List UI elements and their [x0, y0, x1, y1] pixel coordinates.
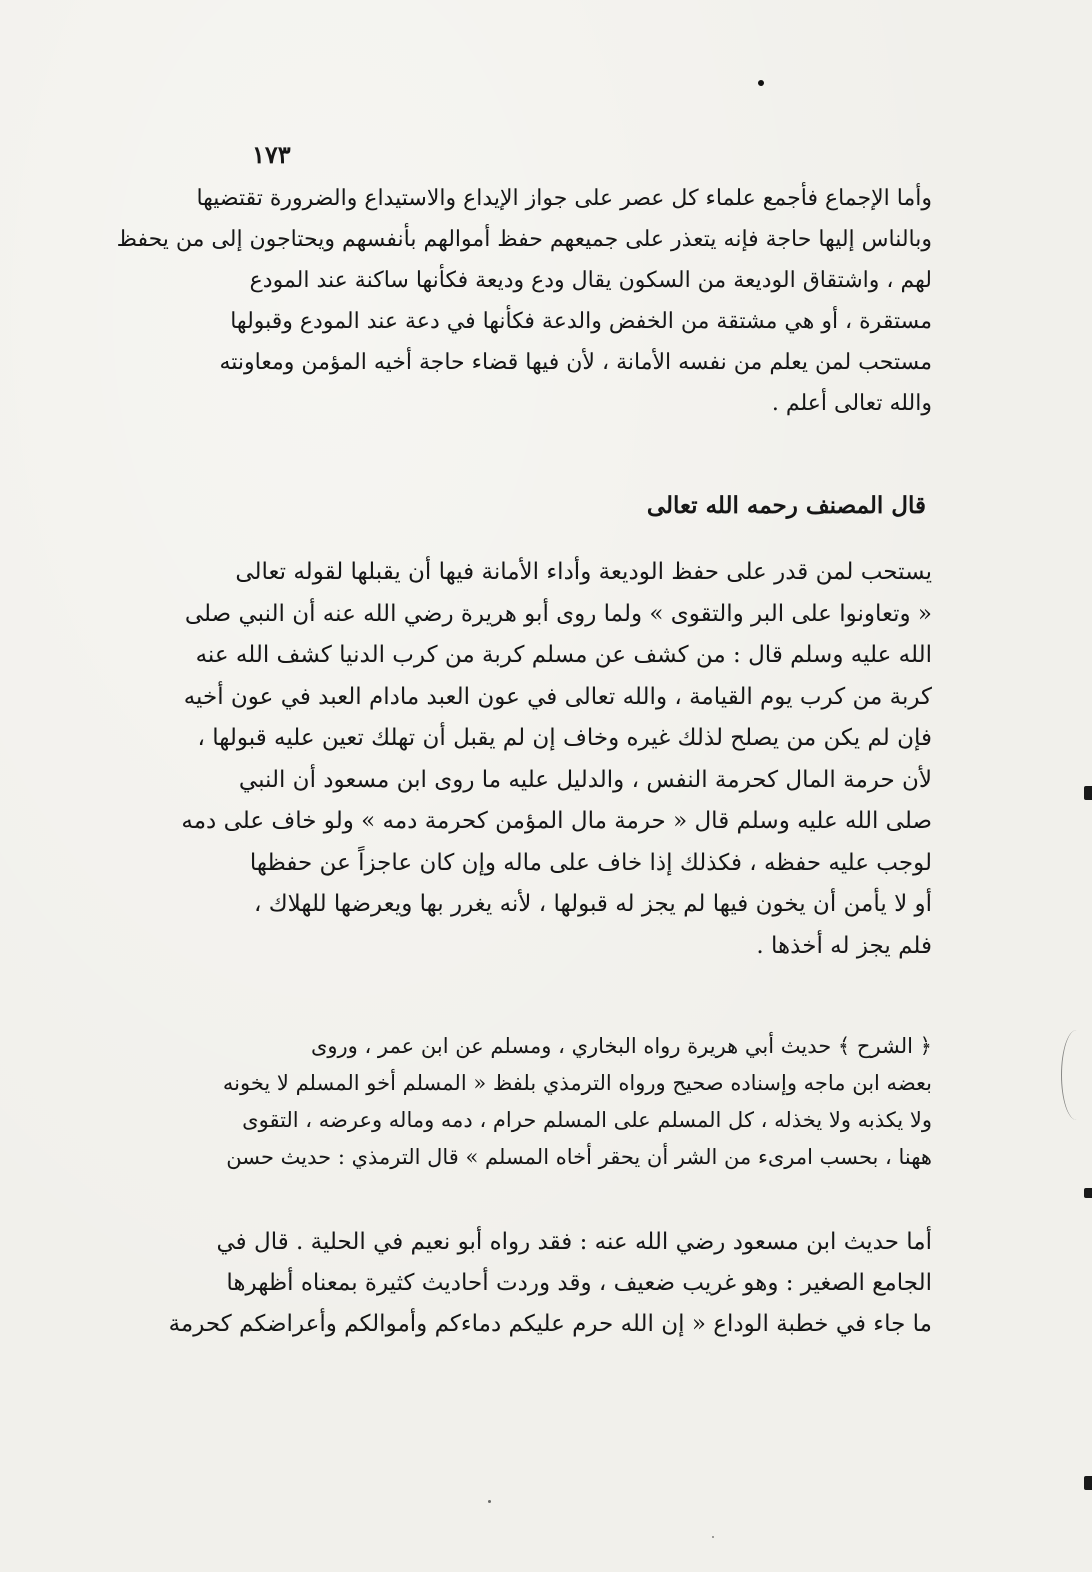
- text-line: ههنا ، بحسب امرىء من الشر أن يحقر أخاه المسلم » قال الترمذي : حديث حسن: [226, 1145, 932, 1169]
- text-line: يستحب لمن قدر على حفظ الوديعة وأداء الأمانة فيها أن يقبلها لقوله تعالى: [235, 559, 932, 585]
- text-line: مستحب لمن يعلم من نفسه الأمانة ، لأن فيها قضاء حاجة أخيه المؤمن ومعاونته: [219, 350, 932, 375]
- text-line: الجامع الصغير : وهو غريب ضعيف ، وقد وردت أحاديث كثيرة بمعناه أظهرها: [226, 1270, 932, 1296]
- paragraph-intro: [116, 178, 932, 424]
- paragraph-commentary: [210, 1028, 932, 1176]
- text-line: أو لا يأمن أن يخون فيها لم يجز له قبولها ، لأنه يغرر بها ويعرضها للهلاك ،: [253, 891, 932, 917]
- page-number: ١٧٣: [252, 140, 291, 169]
- edge-mark: [1084, 1188, 1092, 1198]
- paragraph-hadith-discussion: [168, 1222, 932, 1345]
- section-heading: قال المصنف رحمه الله تعالى: [646, 492, 926, 519]
- text-line: لأن حرمة المال كحرمة النفس ، والدليل عليه ما روى ابن مسعود أن النبي: [238, 766, 932, 793]
- ink-speck: [488, 1500, 491, 1503]
- paragraph-author-text: [181, 552, 932, 967]
- text-line: الله عليه وسلم قال : من كشف عن مسلم كربة من كرب الدنيا كشف الله عنه: [195, 642, 932, 668]
- text-line: كربة من كرب يوم القيامة ، والله تعالى في عون العبد مادام العبد في عون أخيه: [183, 683, 932, 710]
- text-line: لهم ، واشتقاق الوديعة من السكون يقال ودع وديعة فكأنها ساكنة عند المودع: [249, 268, 932, 293]
- text-line: أما حديث ابن مسعود رضي الله عنه : فقد رواه أبو نعيم في الحلية . قال في: [216, 1229, 932, 1255]
- text-line: صلى الله عليه وسلم قال « حرمة مال المؤمن كحرمة دمه » ولو خاف على دمه: [181, 808, 932, 834]
- text-line: والله تعالى أعلم .: [771, 391, 932, 416]
- text-line: بعضه ابن ماجه وإسناده صحيح ورواه الترمذي بلفظ « المسلم أخو المسلم لا يخونه: [222, 1071, 932, 1095]
- text-line: وبالناس إليها حاجة فإنه يتعذر على جميعهم حفظ أموالهم بأنفسهم ويحتاجون إلى من يحفظ: [116, 227, 932, 252]
- edge-mark: [1084, 1476, 1092, 1490]
- text-line: ولا يكذبه ولا يخذله ، كل المسلم على المسلم حرام ، دمه وماله وعرضه ، التقوى: [242, 1108, 932, 1132]
- ink-speck: [758, 80, 764, 86]
- text-line: وأما الإجماع فأجمع علماء كل عصر على جواز الإيداع والاستيداع والضرورة تقتضيها: [196, 186, 932, 211]
- text-line: مستقرة ، أو هي مشتقة من الخفض والدعة فكأنها في دعة عند المودع وقبولها: [230, 309, 932, 334]
- ink-speck: [712, 1536, 714, 1538]
- binding-curve: [1061, 1030, 1092, 1120]
- text-line: لوجب عليه حفظه ، فكذلك إذا خاف على ماله وإن كان عاجزاً عن حفظها: [249, 849, 932, 876]
- text-line: فإن لم يكن من يصلح لذلك غيره وخاف إن لم يقبل أن تهلك تعين عليه قبولها ،: [197, 725, 932, 751]
- edge-mark: [1084, 786, 1092, 800]
- text-line: ما جاء في خطبة الوداع « إن الله حرم عليكم دماءكم وأموالكم وأعراضكم كحرمة: [168, 1311, 932, 1337]
- text-line: فلم يجز له أخذها .: [756, 932, 932, 959]
- text-line: « وتعاونوا على البر والتقوى » ولما روى أبو هريرة رضي الله عنه أن النبي صلى: [184, 600, 932, 627]
- text-line: ﴿ الشرح ﴾ حديث أبي هريرة رواه البخاري ، ومسلم عن ابن عمر ، وروى: [310, 1034, 932, 1058]
